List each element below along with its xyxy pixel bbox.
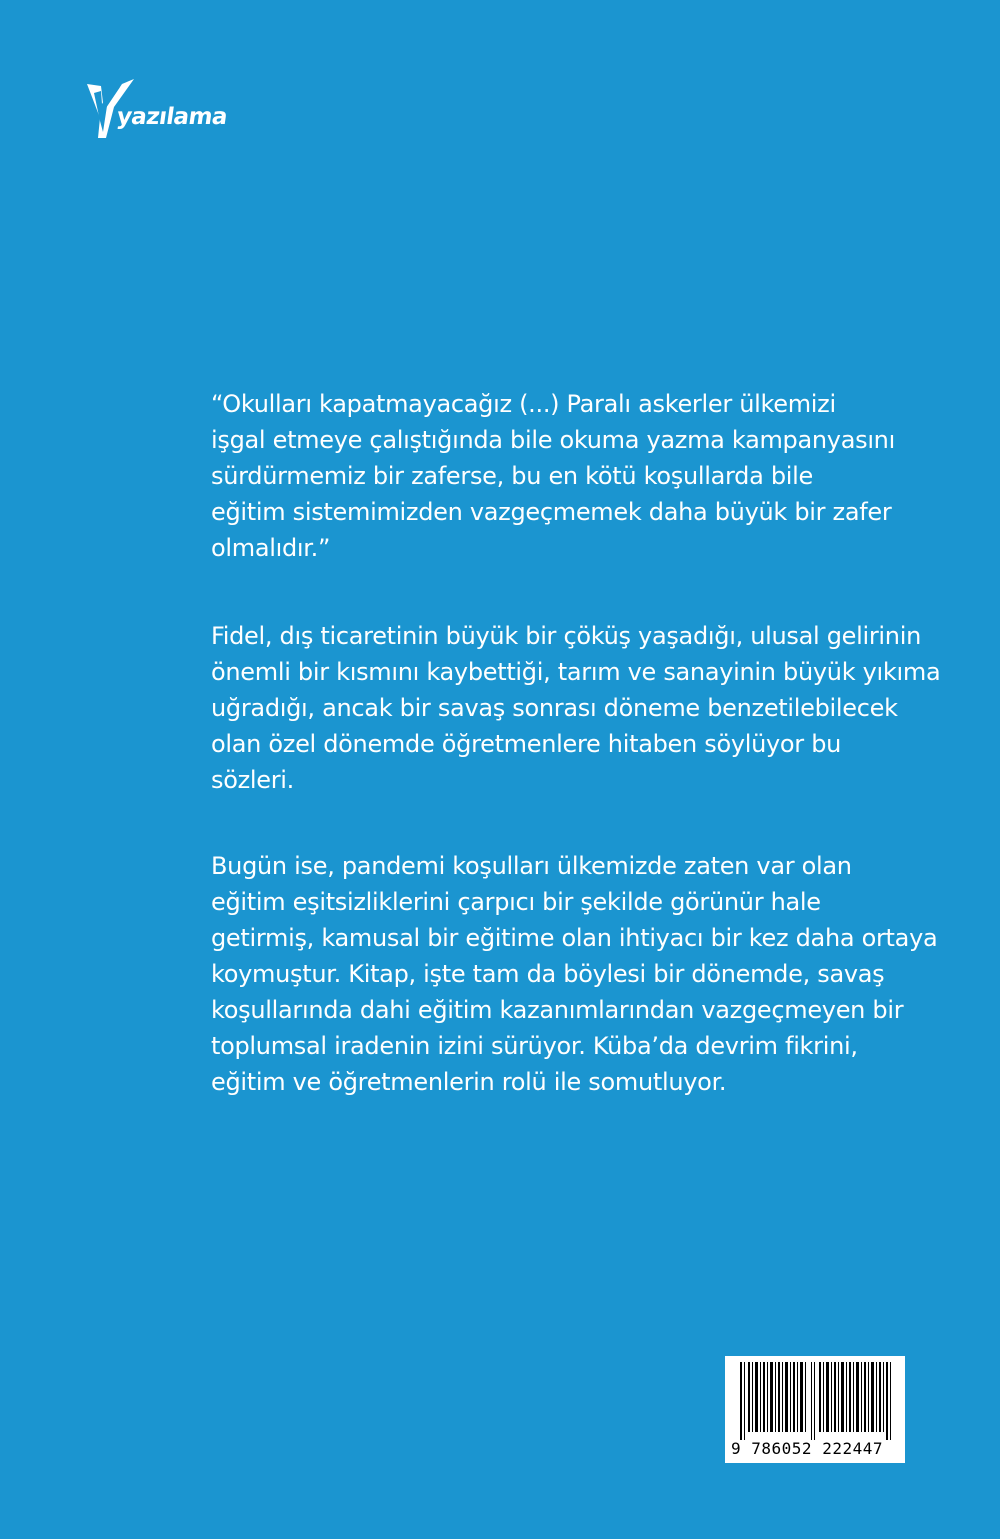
publisher-logo-text: yazılama	[115, 104, 229, 130]
quote-line-5: olmalıdır.”	[211, 534, 331, 562]
quote-paragraph	[211, 386, 936, 566]
summary-paragraph	[211, 848, 936, 1100]
back-cover-copy	[211, 386, 941, 1100]
quote-line-1: “Okulları kapatmayacağız (...) Paralı askerler ülkemizi	[211, 390, 836, 418]
context-paragraph	[211, 618, 941, 798]
summary-line-2: eğitim eşitsizliklerini çarpıcı bir şekilde görünür hale	[211, 888, 821, 916]
summary-line-3: getirmiş, kamusal bir eğitime olan ihtiyacı bir kez daha ortaya	[211, 924, 938, 952]
context-line-5: sözleri.	[211, 766, 294, 794]
summary-line-5: koşullarında dahi eğitim kazanımlarından vazgeçmeyen bir	[211, 996, 904, 1024]
summary-line-1: Bugün ise, pandemi koşulları ülkemizde zaten var olan	[211, 852, 852, 880]
summary-line-7: eğitim ve öğretmenlerin rolü ile somutluyor.	[211, 1068, 727, 1096]
paragraph-spacing	[211, 566, 936, 618]
quote-line-2: işgal etmeye çalıştığında bile okuma yazma kampanyasını	[211, 426, 895, 454]
isbn-number: 9 786052 222447	[731, 1440, 901, 1458]
summary-line-6: toplumsal iradenin izini sürüyor. Küba’da devrim fikrini,	[211, 1032, 858, 1060]
context-line-1: Fidel, dış ticaretinin büyük bir çöküş yaşadığı, ulusal gelirinin	[211, 622, 921, 650]
quote-line-3: sürdürmemiz bir zaferse, bu en kötü koşullarda bile	[211, 462, 813, 490]
context-line-3: uğradığı, ancak bir savaş sonrası döneme benzetilebilecek	[211, 694, 898, 722]
publisher-logo	[86, 76, 229, 146]
context-line-2: önemli bir kısmını kaybettiği, tarım ve sanayinin büyük yıkıma	[211, 658, 941, 686]
summary-line-4: koymuştur. Kitap, işte tam da böylesi bir dönemde, savaş	[211, 960, 885, 988]
paragraph-spacing	[211, 798, 936, 848]
context-line-4: olan özel dönemde öğretmenlere hitaben söylüyor bu	[211, 730, 842, 758]
isbn-barcode	[725, 1356, 905, 1463]
quote-line-4: eğitim sistemimizden vazgeçmemek daha büyük bir zafer	[211, 498, 892, 526]
